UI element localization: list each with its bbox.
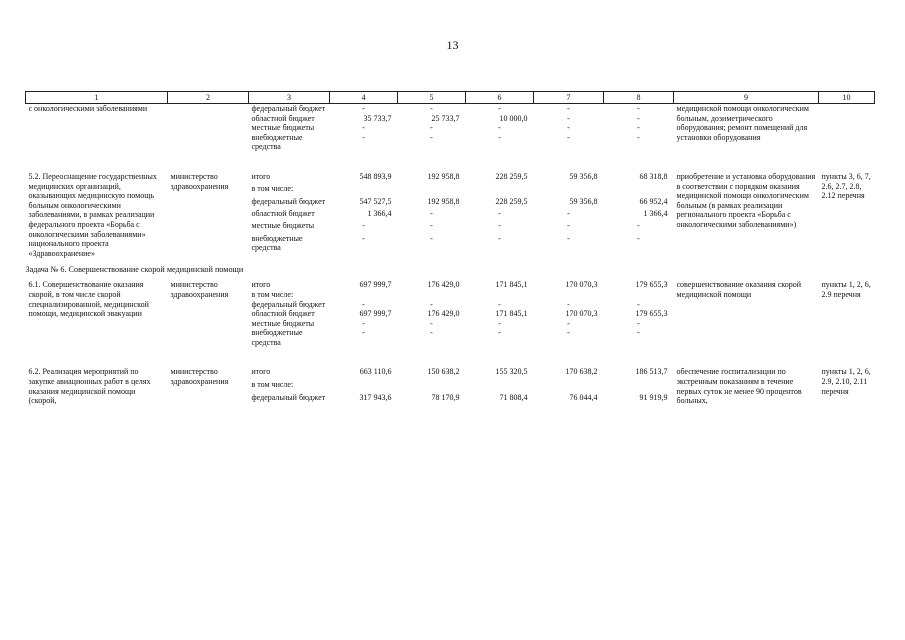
value-cell: 171 845,1 <box>495 280 528 290</box>
funding-source: областной бюджет <box>251 309 315 319</box>
funding-source: в том числе: <box>251 380 294 390</box>
executor <box>168 104 249 152</box>
value-cell: - <box>637 221 640 231</box>
measure-name: 5.2. Переоснащение государственных медицинских организаций, оказывающих медицинскую помощь больным онкологическими заболеваниями, в рамках реализации федерального проекта «Борьба с онкологическими заболеваниями» национального проекта «Здравоохранение» <box>28 171 157 258</box>
value-cell: 1 366,4 <box>643 208 668 218</box>
value-cell: - <box>430 328 433 338</box>
value-cell: 25 733,7 <box>431 113 460 123</box>
value-cell: - <box>637 113 640 123</box>
value-cell: - <box>498 318 501 328</box>
indicator-ref: пункты 1, 2, 6, 2.9, 2.10, 2.11 перечня <box>821 367 871 396</box>
col-number: 10 <box>819 92 875 104</box>
value-cell: - <box>498 104 501 113</box>
value-cell: 176 429,0 <box>427 309 460 319</box>
indicator-ref <box>819 104 875 152</box>
funding-source: внебюджетные средства <box>251 132 303 152</box>
page-number: 13 <box>446 38 459 52</box>
value-cell: - <box>567 208 570 218</box>
value-cell: - <box>567 299 570 309</box>
value-cell: - <box>567 221 570 231</box>
funding-source: местные бюджеты <box>251 221 315 231</box>
value-cell: - <box>362 132 365 142</box>
value-cell: - <box>362 104 365 113</box>
value-cell: 68 318,8 <box>639 171 668 181</box>
empty-values <box>330 290 674 300</box>
value-cell: - <box>637 104 640 113</box>
value-cell: 59 356,8 <box>569 196 598 206</box>
col-number: 6 <box>466 92 534 104</box>
value-cell: - <box>362 221 365 231</box>
value-cell: 170 070,3 <box>565 280 598 290</box>
value-cell: 59 356,8 <box>569 171 598 181</box>
value-cell: 663 110,6 <box>359 367 392 377</box>
executor: министерство здравоохранения <box>170 171 229 191</box>
funding-source: внебюджетные средства <box>251 233 303 253</box>
value-cell: - <box>362 318 365 328</box>
value-cell: - <box>430 299 433 309</box>
funding-source: в том числе: <box>251 289 294 299</box>
value-cell: - <box>362 299 365 309</box>
col-number: 1 <box>26 92 168 104</box>
value-cell: 179 655,3 <box>635 309 668 319</box>
spacer-row <box>26 152 875 172</box>
value-cell: 179 655,3 <box>635 280 668 290</box>
measure-name: 6.1. Совершенствование оказания скорой, в том числе скорой специализированной, медицинской помощи, медицинской эвакуации <box>28 280 149 319</box>
table-row <box>26 280 875 290</box>
value-cell: - <box>362 233 365 243</box>
column-number-row <box>26 92 875 104</box>
funding-source: областной бюджет <box>251 208 315 218</box>
value-cell: - <box>637 318 640 328</box>
value-cell: 76 044,4 <box>569 393 598 403</box>
value-cell: 91 919,9 <box>639 393 668 403</box>
measure-name: 6.2. Реализация мероприятий по закупке авиационных работ в целях оказания медицинской помощи (скорой, <box>28 367 151 406</box>
value-cell: 697 999,7 <box>359 280 392 290</box>
value-cell: - <box>430 318 433 328</box>
funding-source: федеральный бюджет <box>251 196 326 206</box>
budget-table <box>25 91 875 406</box>
table-row <box>26 172 875 184</box>
funding-source: внебюджетные средства <box>251 328 303 347</box>
expected-result: обеспечение госпитализации по экстренным показаниям в течение первых суток не менее 90 процентов больных, <box>676 367 802 406</box>
col-number: 4 <box>330 92 398 104</box>
task-heading: Задача № 6. Совершенствование скорой медицинской помощи <box>25 264 244 274</box>
value-cell: - <box>637 233 640 243</box>
value-cell: - <box>498 208 501 218</box>
value-cell: 192 958,8 <box>427 171 460 181</box>
value-cell: 317 943,6 <box>359 393 392 403</box>
funding-source: итого <box>251 367 271 377</box>
value-cell: 78 170,9 <box>431 393 460 403</box>
value-cell: 186 513,7 <box>635 367 668 377</box>
value-cell: - <box>430 132 433 142</box>
value-cell: 1 366,4 <box>367 208 392 218</box>
col-number: 8 <box>604 92 674 104</box>
empty-values <box>330 380 674 393</box>
value-cell: - <box>498 132 501 142</box>
value-cell: 548 893,9 <box>359 171 392 181</box>
value-cell: 71 808,4 <box>499 393 528 403</box>
empty-values <box>330 184 674 196</box>
value-cell: 170 638,2 <box>565 367 598 377</box>
value-cell: 176 429,0 <box>427 280 460 290</box>
value-cell: 150 638,2 <box>427 367 460 377</box>
funding-source: областной бюджет <box>251 113 315 123</box>
value-cell: - <box>362 328 365 338</box>
col-number: 5 <box>398 92 466 104</box>
spacer-row <box>26 347 875 367</box>
value-cell: - <box>498 328 501 338</box>
value-cell: - <box>567 104 570 113</box>
value-cell: 170 070,3 <box>565 309 598 319</box>
funding-source: федеральный бюджет <box>251 299 326 309</box>
value-cell: 10 000,0 <box>499 113 528 123</box>
value-cell: - <box>430 221 433 231</box>
value-cell: 547 527,5 <box>359 196 392 206</box>
funding-source: местные бюджеты <box>251 318 315 328</box>
col-number: 2 <box>168 92 249 104</box>
value-cell: - <box>430 233 433 243</box>
value-cell: - <box>637 132 640 142</box>
funding-source: федеральный бюджет <box>251 393 326 403</box>
value-cell: - <box>567 233 570 243</box>
value-cell: - <box>637 328 640 338</box>
expected-result: медицинской помощи онкологическим больным, дозиметрического оборудования; ремонт помещений для установки оборудования <box>676 104 809 142</box>
value-cell: - <box>637 299 640 309</box>
value-cell: 35 733,7 <box>363 113 392 123</box>
funding-source: итого <box>251 171 271 181</box>
value-cell: 228 259,5 <box>495 171 528 181</box>
value-cell: - <box>567 328 570 338</box>
value-cell: - <box>498 299 501 309</box>
col-number: 3 <box>249 92 330 104</box>
expected-result: совершенствование оказания скорой медицинской помощи <box>676 280 802 299</box>
executor: министерство здравоохранения <box>170 280 229 299</box>
value-cell: - <box>498 123 501 133</box>
value-cell: - <box>430 104 433 113</box>
value-cell: - <box>567 123 570 133</box>
task-row <box>26 258 875 280</box>
col-number: 7 <box>534 92 604 104</box>
value-cell: - <box>498 233 501 243</box>
indicator-ref: пункты 1, 2, 6, 2.9 перечня <box>821 280 871 299</box>
value-cell: 192 958,8 <box>427 196 460 206</box>
col-number: 9 <box>674 92 819 104</box>
value-cell: 228 259,5 <box>495 196 528 206</box>
funding-source: итого <box>251 280 271 290</box>
measure-name: с онкологическими заболеваниями <box>28 104 148 113</box>
table-row <box>26 367 875 380</box>
executor: министерство здравоохранения <box>170 367 229 387</box>
value-cell: - <box>567 132 570 142</box>
funding-source: местные бюджеты <box>251 123 315 133</box>
expected-result: приобретение и установка оборудования в соответствии с порядком оказания медицинской помощи онкологическим больным (в рамках реализации регионального проекта «Борьба с онкологическими заболеваниями») <box>676 171 816 229</box>
value-cell: - <box>567 318 570 328</box>
value-cell: 171 845,1 <box>495 309 528 319</box>
value-cell: - <box>637 123 640 133</box>
value-cell: 697 999,7 <box>359 309 392 319</box>
value-cell: - <box>498 221 501 231</box>
program-table <box>25 91 874 406</box>
indicator-ref: пункты 3, 6, 7, 2.6, 2.7, 2.8, 2.12 перечня <box>821 171 871 201</box>
funding-source: в том числе: <box>251 184 294 194</box>
value-cell: - <box>430 208 433 218</box>
value-cell: - <box>567 113 570 123</box>
value-cell: 66 952,4 <box>639 196 668 206</box>
table-row <box>26 104 875 114</box>
value-cell: 155 320,5 <box>495 367 528 377</box>
value-cell: - <box>430 123 433 133</box>
value-cell: - <box>362 123 365 133</box>
funding-source: федеральный бюджет <box>251 104 326 113</box>
